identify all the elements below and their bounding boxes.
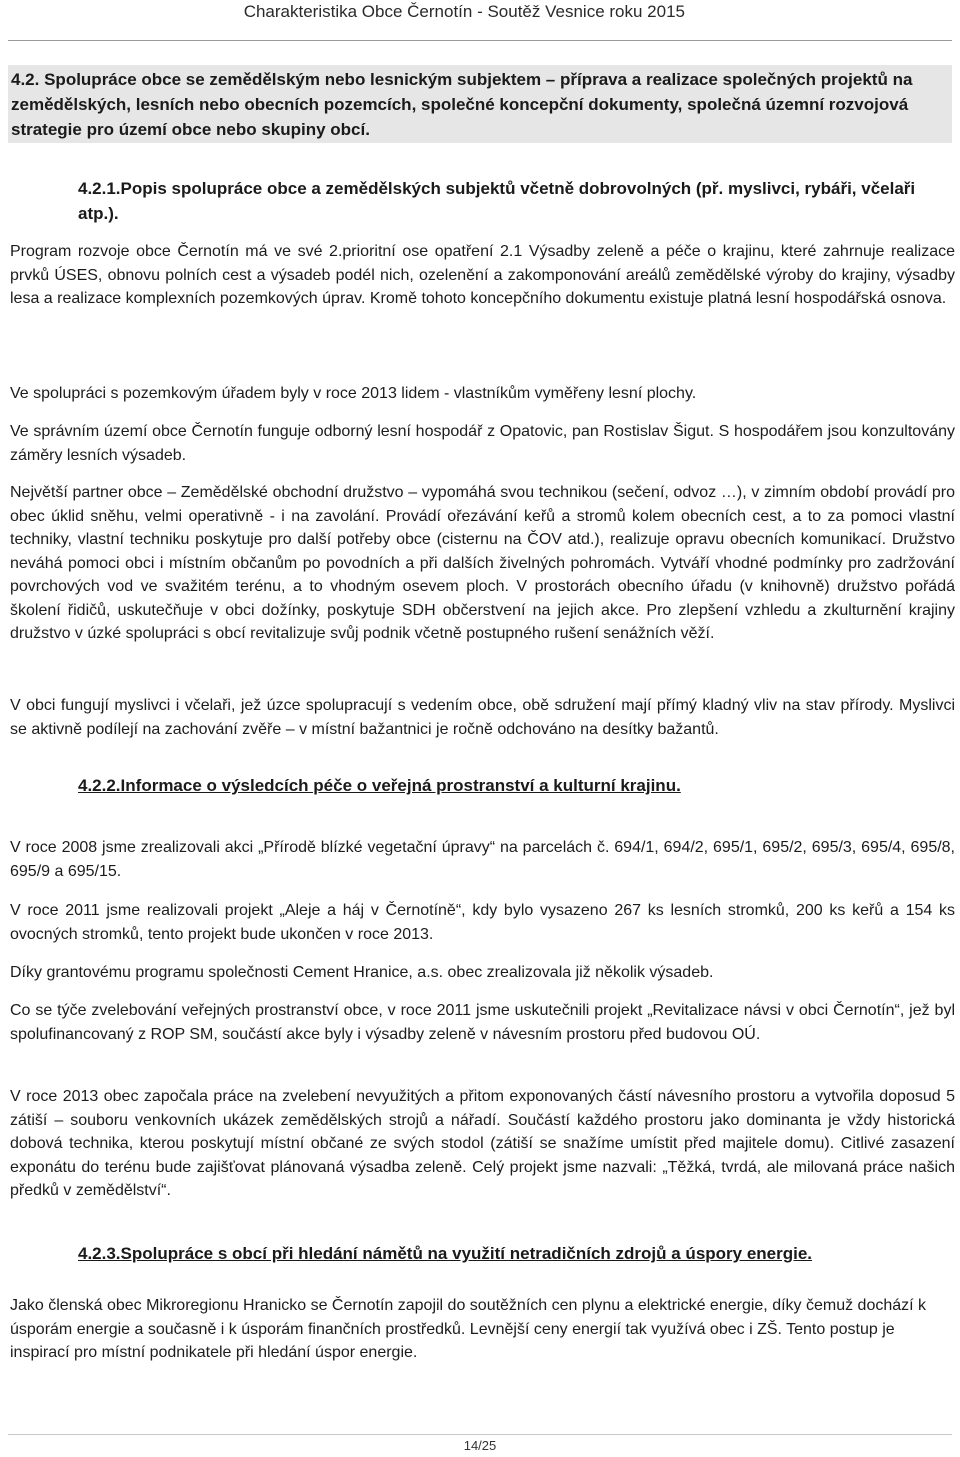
section-title: Spolupráce s obcí při hledání námětů na využití netradičních zdrojů a úspory energie. <box>120 1244 813 1263</box>
page-header: Charakteristika Obce Černotín - Soutěž Vesnice roku 2015 <box>243 2 685 21</box>
paragraph: V roce 2008 jsme zrealizovali akci „Přírodě blízké vegetační úpravy“ na parcelách č. 694/1, 694/2, 695/1, 695/2, 695/3, 695/4, 695/8, 695/9 a 695/15. <box>10 839 955 880</box>
paragraph: Ve správním území obce Černotín funguje odborný lesní hospodář z Opatovic, pan Rostislav Šigut. S hospodářem jsou konzultovány záměry lesních výsadeb. <box>10 423 955 464</box>
section-title: Popis spolupráce obce a zemědělských subjektů včetně dobrovolných (př. myslivci, rybáři, včelaři atp.). <box>78 179 916 223</box>
header-divider <box>8 40 952 41</box>
paragraph: Co se týče zvelebování veřejných prostranství obce, v roce 2011 jsme uskutečnili projekt „Revitalizace návsi v obci Černotín“, jež byl spolufinancovaný z ROP SM, součástí akce byly i výsadby zeleně v návesním prostoru před budovou OÚ. <box>10 1002 955 1043</box>
section-4-2-1-heading <box>78 176 928 226</box>
section-number: 4.2.1. <box>78 179 121 198</box>
section-4-2-2-heading <box>78 773 681 798</box>
section-number: 4.2.2. <box>78 776 121 795</box>
section-title: Spolupráce obce se zemědělským nebo lesnickým subjektem – příprava a realizace společných projektů na zemědělských, lesních nebo obecních pozemcích, společné koncepční dokumenty, společná územní rozvojová strategie pro území obce nebo skupiny obcí. <box>11 70 913 139</box>
section-number: 4.2. <box>11 70 40 89</box>
paragraph: Program rozvoje obce Černotín má ve své 2.prioritní ose opatření 2.1 Výsadby zeleně a péče o krajinu, které zahrnuje realizace prvků ÚSES, obnovu polních cest a výsadeb podél nich, ozelenění a zakomponování areálů zemědělské výroby do krajiny, výsadby lesa a realizace komplexních pozemkových úprav. Kromě tohoto koncepčního dokumentu existuje platná lesní hospodářská osnova. <box>10 243 955 307</box>
page-number: 14/25 <box>463 1438 497 1453</box>
paragraph: Díky grantovému programu společnosti Cement Hranice, a.s. obec zrealizovala již několik výsadeb. <box>10 964 714 981</box>
section-number: 4.2.3. <box>78 1244 121 1263</box>
paragraph: V roce 2013 obec započala práce na zvelebení nevyužitých a přitom exponovaných částí návesního prostoru a vytvořila doposud 5 zátiší – souboru venkovních ukázek zemědělských strojů a nářadí. Součástí každého prostoru jako dominanta je vždy historická dobová technika, kterou poskytují místní občané ze svých stodol (zátiší se snažíme umístit před majitele domu). Citlivé zasazení exponátu do terénu bude zajišťovat plánovaná výsadba zeleně. Celý projekt jsme nazvali: „Těžká, tvrdá, ale milovaná práce našich předků v zemědělství“. <box>10 1088 955 1199</box>
footer-divider <box>8 1434 952 1435</box>
paragraph: V roce 2011 jsme realizovali projekt „Aleje a háj v Černotíně“, kdy bylo vysazeno 267 ks lesních stromků, 200 ks keřů a 154 ks ovocných stromků, tento projekt bude ukončen v roce 2013. <box>10 902 955 943</box>
paragraph: Jako členská obec Mikroregionu Hranicko se Černotín zapojil do soutěžních cen plynu a elektrické energie, díky čemuž dochází k úsporám energie a současně i k úsporám finančních prostředků. Levnější ceny energií tak využívá obec i ZŠ. Tento postup je inspirací pro místní podnikatele při hledání úspor energie. <box>10 1297 927 1361</box>
paragraph: Největší partner obce – Zemědělské obchodní družstvo – vypomáhá svou technikou (sečení, odvoz …), v zimním období provádí pro obec úklid sněhu, velmi operativně - i na zavolání. Provádí ořezávání keřů a stromů kolem obecních cest, a to za pomoci vlastní techniky, vlastní techniku poskytuje pro další potřeby obce (cisternu na ČOV atd.), realizuje opravu obecních komunikací. Družstvo neváhá pomoci obci i místním občanům po povodních a při dalších živelných pohromách. Vytváří vhodné podmínky pro zadržování povrchových vod ve svažitém terénu, a to vhodným osevem ploch. V prostorách obecního úřadu (v knihovně) družstvo pořádá školení řidičů, uskutečňuje v obci dožínky, poskytuje SDH občerstvení na jejich akce. Pro zlepšení vzhledu a zkulturnění krajiny družstvo v úzké spolupráci s obcí revitalizuje svůj podnik včetně postupného rušení senážních věží. <box>10 484 955 642</box>
paragraph: V obci fungují myslivci i včelaři, jež úzce spolupracují s vedením obce, obě sdružení mají přímý kladný vliv na stav přírody. Myslivci se aktivně podílejí na zachování zvěře – v místní bažantnici je ročně odchováno na desítky bažantů. <box>10 697 955 738</box>
paragraph: Ve spolupráci s pozemkovým úřadem byly v roce 2013 lidem - vlastníkům vyměřeny lesní plochy. <box>10 385 697 402</box>
section-4-2-heading <box>8 65 952 143</box>
section-title: Informace o výsledcích péče o veřejná prostranství a kulturní krajinu. <box>120 776 681 795</box>
section-4-2-3-heading <box>78 1241 812 1266</box>
